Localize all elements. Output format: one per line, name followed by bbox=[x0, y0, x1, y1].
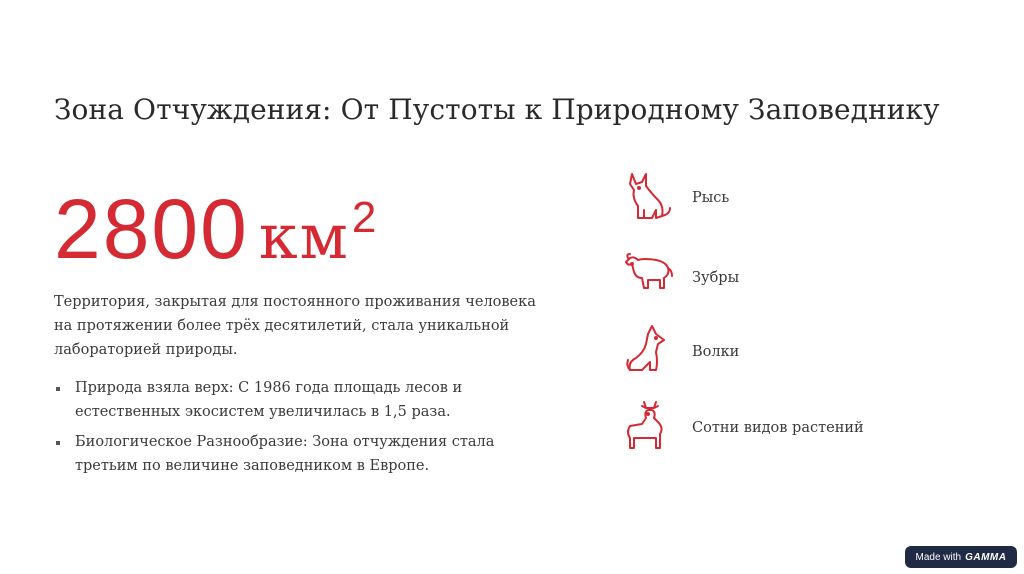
bullet-item bbox=[54, 430, 554, 478]
lynx-icon bbox=[622, 168, 676, 224]
area-unit: км bbox=[258, 200, 350, 273]
gamma-logo: GAMMA bbox=[965, 551, 1007, 563]
area-number: 2800 bbox=[54, 182, 249, 276]
animal-label: Рысь bbox=[692, 190, 730, 206]
animal-label: Сотни видов растений bbox=[692, 420, 864, 436]
slide-title: Зона Отчуждения: От Пустоты к Природному Заповеднику bbox=[54, 93, 940, 126]
wolf-icon bbox=[622, 322, 676, 378]
animal-label: Зубры bbox=[692, 270, 740, 286]
animal-label: Волки bbox=[692, 344, 740, 360]
badge-prefix: Made with bbox=[915, 551, 962, 563]
bullet-item bbox=[54, 376, 554, 424]
bullet-text: Биологическое Разнообразие: Зона отчуждения стала третьим по величине заповедником в Европе. bbox=[75, 434, 495, 474]
animal-item-bison bbox=[622, 248, 952, 308]
animal-item-lynx bbox=[622, 168, 952, 228]
animal-item-wolf bbox=[622, 322, 952, 382]
area-superscript: 2 bbox=[351, 193, 379, 242]
bullet-text: Природа взяла верх: С 1986 года площадь лесов и естественных экосистем увеличилась в 1,5 раза. bbox=[75, 380, 463, 420]
bison-icon bbox=[622, 248, 676, 298]
area-stat bbox=[54, 168, 378, 287]
description: Территория, закрытая для постоянного проживания человека на протяжении более трёх десятилетий, стала уникальной лабораторией природы. bbox=[54, 294, 536, 358]
bullet-list bbox=[54, 376, 554, 484]
bullet-marker bbox=[56, 441, 60, 445]
bullet-marker bbox=[56, 387, 60, 391]
made-with-gamma-badge[interactable] bbox=[905, 546, 1017, 568]
deer-icon bbox=[622, 398, 676, 452]
animal-item-deer bbox=[622, 398, 952, 458]
